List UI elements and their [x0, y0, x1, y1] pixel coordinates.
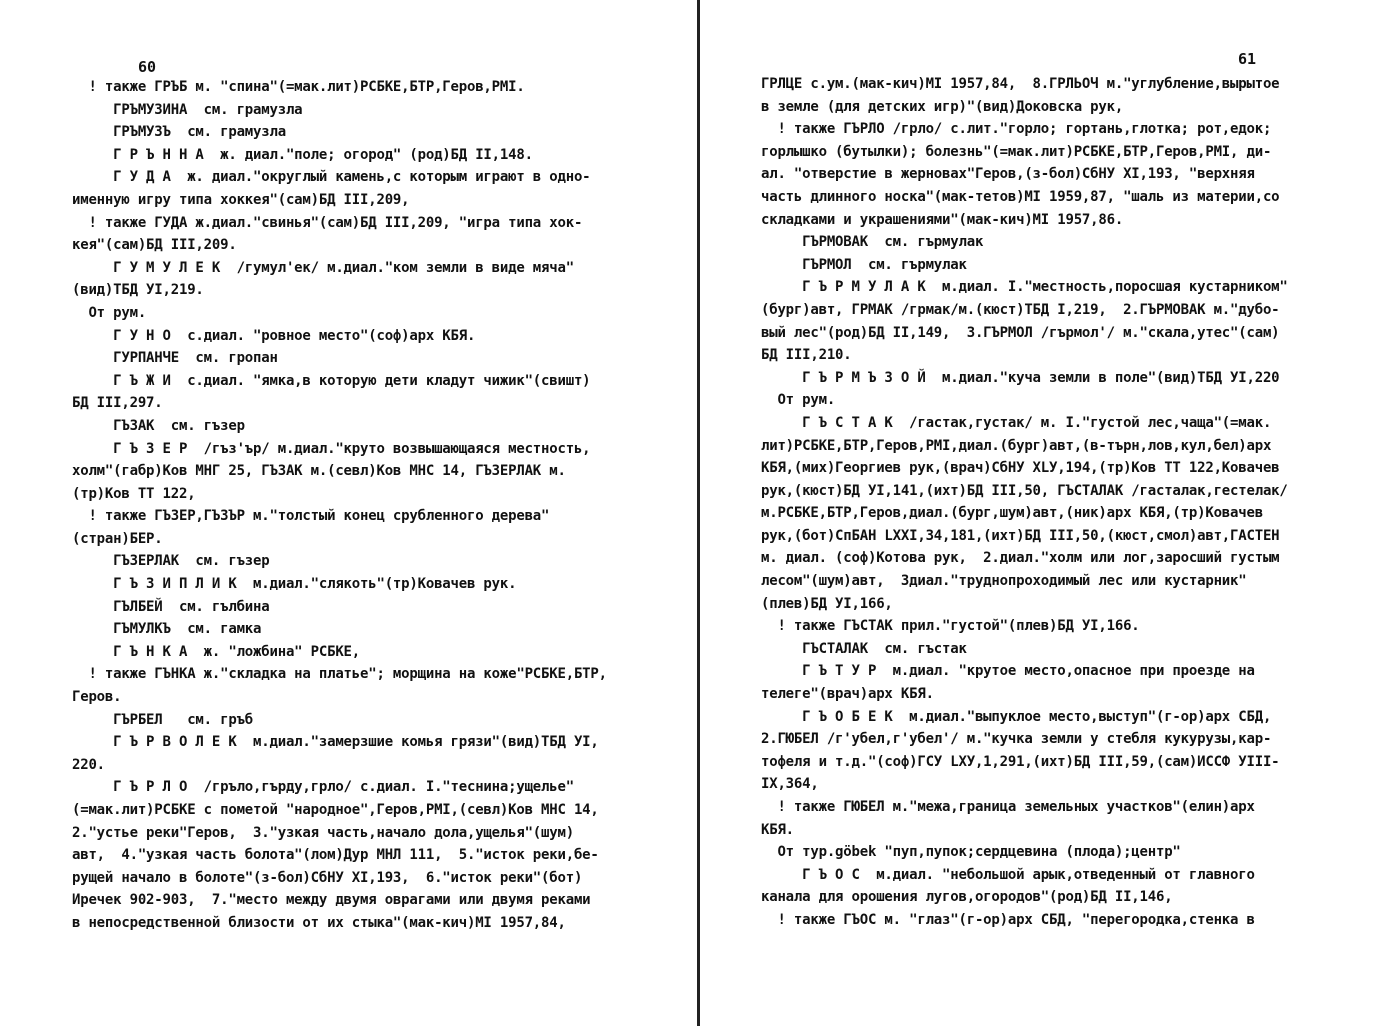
text-line: Г Ъ Р М У Л А К м.диал. I."местность,поросшая кустарником" — [761, 279, 1288, 296]
text-line: ГЪЛБЕЙ см. гълбина — [72, 598, 270, 615]
text-line: От тур.göbek "пуп,пупок;сердцевина (плода);центр" — [761, 844, 1181, 861]
text-line: телеге"(врач)арх КБЯ. — [761, 686, 934, 703]
text-line: ! также ГЮБЕЛ м."межа,граница земельных участков"(елин)арх — [761, 799, 1255, 815]
page-number: 61 — [1238, 50, 1257, 68]
text-line: Иречек 902-903, 7."место между двумя оврагами или двумя реками — [72, 892, 591, 909]
text-line: Г Ъ О Б Е К м.диал."выпуклое место,выступ"(г-ор)арх СБД, — [761, 708, 1272, 725]
text-line: (стран)БЕР. — [72, 530, 163, 547]
text-line: IX,364, — [761, 776, 819, 793]
text-line: ГЪЗАК см. гъзер — [72, 417, 245, 434]
text-line: кея"(сам)БД III,209. — [72, 237, 237, 254]
text-line: 220. — [72, 756, 105, 773]
text-line: ГЪРБЕЛ см. гръб — [72, 711, 254, 728]
text-line: БД III,210. — [761, 347, 852, 364]
text-line: БД III,297. — [72, 395, 163, 412]
text-line: Г У Д А ж. диал."округлый камень,с которым играют в одно- — [72, 169, 591, 186]
text-line: Г Ъ О С м.диал. "небольшой арык,отведенный от главного — [761, 866, 1255, 883]
text-line: часть длинного носка"(мак-тетов)МI 1959,87, "шаль из материи,со — [761, 188, 1280, 205]
text-line: в земле (для детских игр)"(вид)Доковска рук, — [761, 98, 1124, 115]
text-line: ! также ГЪНКА ж."складка на платье"; морщина на коже"РСБКЕ,БТР, — [72, 666, 607, 683]
text-line: именную игру типа хоккея"(сам)БД III,209, — [72, 191, 410, 208]
text-line: рук,(кюст)БД УI,141,(ихт)БД III,50, ГЪСТАЛАК /гасталак,гестелак/ — [761, 482, 1288, 499]
text-line: 2."устье реки"Геров, 3."узкая часть,начало дола,ущелья"(шум) — [72, 824, 574, 841]
text-line: (плев)БД УI,166, — [761, 595, 893, 612]
text-line: 2.ГЮБЕЛ /г'убел,г'убел'/ м."кучка земли у стебля кукурузы,кар- — [761, 731, 1272, 748]
text-line: Г Ъ Р Л О /гръло,гърду,грло/ с.диал. I."теснина;ущелье" — [72, 779, 574, 796]
text-line: ГУРПАНЧЕ см. гропан — [72, 350, 278, 367]
page-text — [72, 76, 687, 935]
text-line: ! также ГУДА ж.диал."свинья"(сам)БД III,209, "игра типа хок- — [72, 214, 583, 231]
text-line: канала для орошения лугов,огородов"(род)БД II,146, — [761, 889, 1173, 906]
text-line: Г У М У Л Е К /гумул'ек/ м.диал."ком земли в виде мяча" — [72, 259, 574, 276]
text-line: тофеля и т.д."(соф)ГСУ LXУ,1,291,(ихт)БД III,59,(сам)ИССФ УIII- — [761, 753, 1280, 770]
text-line: КБЯ,(мих)Георгиев рук,(врач)СбНУ XLУ,194,(тр)Ков ТТ 122,Ковачев — [761, 460, 1280, 477]
text-line: рущей начало в болоте"(з-бол)СбНУ XI,193, 6."исток реки"(бот) — [72, 869, 583, 886]
text-line: холм"(габр)Ков МНГ 25, ГЪЗАК м.(севл)Ков МНС 14, ГЪЗЕРЛАК м. — [72, 463, 566, 480]
text-line: (бург)авт, ГРМАК /грмак/м.(кюст)ТБД I,219, 2.ГЪРМОВАК м."дубо- — [761, 301, 1280, 318]
text-line: (тр)Ков ТТ 122, — [72, 485, 196, 502]
right-page — [703, 0, 1400, 1026]
text-line: Г Ъ Р М Ъ З О Й м.диал."куча земли в поле"(вид)ТБД УI,220 — [761, 369, 1280, 386]
text-line: (вид)ТБД УI,219. — [72, 282, 204, 299]
text-line: ГРЛЦЕ с.ум.(мак-кич)МI 1957,84, 8.ГРЛЬОЧ м."углубление,вырытое — [761, 76, 1280, 92]
text-line: ! также ГЪОС м. "глаз"(г-ор)арх СБД, "перегородка,стенка в — [761, 911, 1255, 928]
page-text — [761, 73, 1391, 932]
text-line: вый лес"(род)БД II,149, 3.ГЪРМОЛ /гърмол'/ м."скала,утес"(сам) — [761, 324, 1280, 341]
text-line: ал. "отверстие в жерновах"Геров,(з-бол)СбНУ XI,193, "верхняя — [761, 166, 1255, 183]
text-line: авт, 4."узкая часть болота"(лом)Дур МНЛ 111, 5."исток реки,бе- — [72, 847, 599, 864]
text-line: Г Ъ С Т А К /гастак,густак/ м. I."густой лес,чаща"(=мак. — [761, 414, 1272, 431]
text-line: (=мак.лит)РСБКЕ с пометой "народное",Геров,РМI,(севл)Ков МНС 14, — [72, 802, 599, 818]
text-line: ! также ГЪЗЕР,ГЪЗЪР м."толстый конец срубленного дерева" — [72, 508, 550, 525]
text-line: лит)РСБКЕ,БТР,Геров,РМI,диал.(бург)авт,(в-търн,лов,кул,бел)арх — [761, 437, 1272, 454]
text-line: ! также ГЪРЛО /грло/ с.лит."горло; гортань,глотка; рот,едок; — [761, 121, 1272, 138]
text-line: ГРЪМУЗИНА см. грамузла — [72, 101, 303, 118]
text-line: Г Ъ Р В О Л Е К м.диал."замерзшие комья грязи"(вид)ТБД УI, — [72, 734, 599, 751]
left-page — [0, 0, 695, 1026]
text-line: лесом"(шум)авт, 3диал."труднопроходимый лес или кустарник" — [761, 573, 1247, 590]
text-line: Г Ъ Н К А ж. "ложбина" РСБКЕ, — [72, 643, 361, 660]
page-number: 60 — [138, 58, 157, 76]
text-line: м. диал. (соф)Котова рук, 2.диал."холм или лог,заросший густым — [761, 550, 1280, 567]
text-line: От рум. — [72, 304, 147, 321]
text-line: Г Ъ З И П Л И К м.диал."слякоть"(тр)Ковачев рук. — [72, 576, 517, 593]
text-line: рук,(бот)СпБАН LXXI,34,181,(ихт)БД III,50,(кюст,смол)авт,ГАСТЕН — [761, 527, 1280, 544]
text-line: Г Ъ З Е Р /гъз'ър/ м.диал."круто возвышающаяся местность, — [72, 440, 591, 457]
text-line: ГЪРМОВАК см. гърмулак — [761, 234, 984, 251]
text-line: Г У Н О с.диал. "ровное место"(соф)арх КБЯ. — [72, 327, 476, 344]
text-line: ГРЪМУЗЪ см. грамузла — [72, 124, 286, 141]
text-line: От рум. — [761, 392, 836, 409]
text-line: ГЪЗЕРЛАК см. гъзер — [72, 553, 270, 570]
text-line: Геров. — [72, 689, 122, 706]
text-line: Г Ъ Ж И с.диал. "ямка,в которую дети кладут чижик"(свишт) — [72, 372, 591, 389]
text-line: складками и украшениями"(мак-кич)МI 1957,86. — [761, 211, 1124, 228]
text-line: ! также ГРЪБ м. "спина"(=мак.лит)РСБКЕ,БТР,Геров,РМI. — [72, 79, 525, 95]
text-line: Г Р Ъ Н Н А ж. диал."поле; огород" (род)БД II,148. — [72, 146, 533, 163]
text-line: ГЪРМОЛ см. гърмулак — [761, 256, 967, 273]
text-line: в непосредственной близости от их стыка"(мак-кич)МI 1957,84, — [72, 914, 566, 931]
text-line: ! также ГЪСТАК прил."густой"(плев)БД УI,166. — [761, 618, 1140, 635]
text-line: ГЪСТАЛАК см. гъстак — [761, 640, 967, 657]
text-line: КБЯ. — [761, 821, 794, 838]
text-line: м.РСБКЕ,БТР,Геров,диал.(бург,шум)авт,(ник)арх КБЯ,(тр)Ковачев — [761, 505, 1263, 522]
text-line: Г Ъ Т У Р м.диал. "крутое место,опасное при проезде на — [761, 663, 1255, 680]
text-line: горлышко (бутылки); болезнь"(=мак.лит)РСБКЕ,БТР,Геров,РМI, ди- — [761, 143, 1272, 160]
page-divider — [697, 0, 700, 1026]
text-line: ГЪМУЛКЪ см. гамка — [72, 621, 262, 638]
